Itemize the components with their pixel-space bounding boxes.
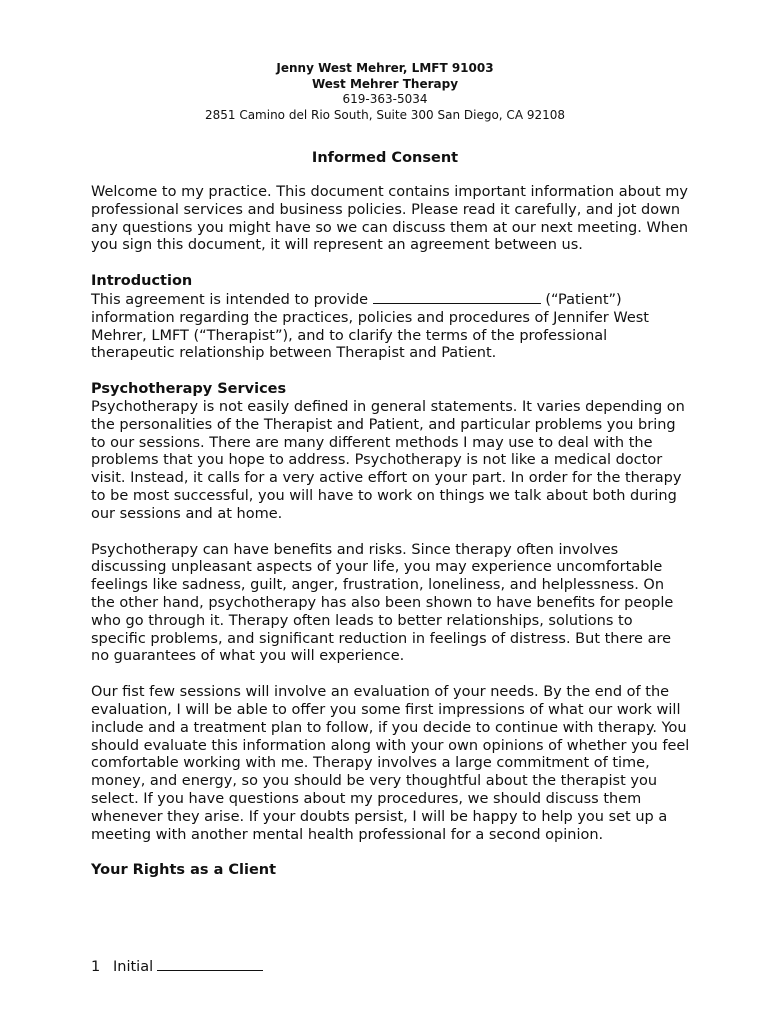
initial-blank[interactable] [157, 958, 263, 971]
introduction-text [91, 291, 691, 363]
patient-name-blank[interactable] [373, 291, 541, 304]
psychotherapy-paragraph: Psychotherapy is not easily defined in general statements. It varies depending on the personalities of the Therapist and Patient, and particular problems you bring to our sessions. There are many different methods I may use to deal with the problems that you hope to address. Psychotherapy is not like a medical doctor visit. Instead, it calls for a very active effort on your part. In order for the therapy to be most successful, you will have to work on things we talk about both during our sessions and at home. [91, 398, 685, 522]
initial-label: Initial [113, 959, 154, 975]
document-body [91, 184, 691, 880]
document-title: Informed Consent [311, 150, 459, 166]
welcome-paragraph: Welcome to my practice. This document contains important information about my professional services and business policies. Please read it carefully, and jot down any questions you might have so we can discuss them at our next meeting. When you sign this document, it will represent an agreement between us. [91, 184, 689, 254]
practice-name: West Mehrer Therapy [311, 76, 459, 91]
introduction-text-start: This agreement is intended to provide [91, 291, 373, 308]
psychotherapy-section [91, 381, 691, 844]
phone-number: 619-363-5034 [342, 92, 428, 106]
psychotherapy-paragraph: Psychotherapy can have benefits and risks. Since therapy often involves discussing unpleasant aspects of your life, you may experience uncomfortable feelings like sadness, guilt, anger, frustration, loneliness, and helplessness. On the other hand, psychotherapy has also been shown to have benefits for people who go through it. Therapy often leads to better relationships, solutions to specific problems, and significant reduction in feelings of distress. But there are no guarantees of what you will experience. [91, 541, 674, 665]
introduction-heading: Introduction [91, 273, 193, 290]
psychotherapy-paragraph: Our fist few sessions will involve an evaluation of your needs. By the end of the evaluation, I will be able to offer you some first impressions of what our work will include and a treatment plan to follow, if you decide to continue with therapy. You should evaluate this information along with your own opinions of whether you feel comfortable working with me. Therapy involves a large commitment of time, money, and energy, so you should be very thoughtful about the therapist you select. If you have questions about my procedures, we should discuss them whenever they arise. If your doubts persist, I will be happy to help you set up a meeting with another mental health professional for a second opinion. [91, 684, 690, 843]
page-number: 1 [91, 959, 101, 975]
office-address: 2851 Camino del Rio South, Suite 300 San Diego, CA 92108 [204, 107, 566, 122]
introduction-section [91, 273, 691, 363]
psychotherapy-heading: Psychotherapy Services [91, 381, 287, 398]
page-footer [91, 958, 263, 976]
introduction-text-end: (“Patient”) information regarding the practices, policies and procedures of Jennifer West Mehrer, LMFT (“Therapist”), and to clarify the terms of the professional therapeutic relationship between Therapist and Patient. [91, 291, 649, 362]
letterhead [0, 61, 770, 123]
rights-heading: Your Rights as a Client [91, 862, 277, 879]
therapist-name: Jenny West Mehrer, LMFT 91003 [276, 61, 494, 75]
